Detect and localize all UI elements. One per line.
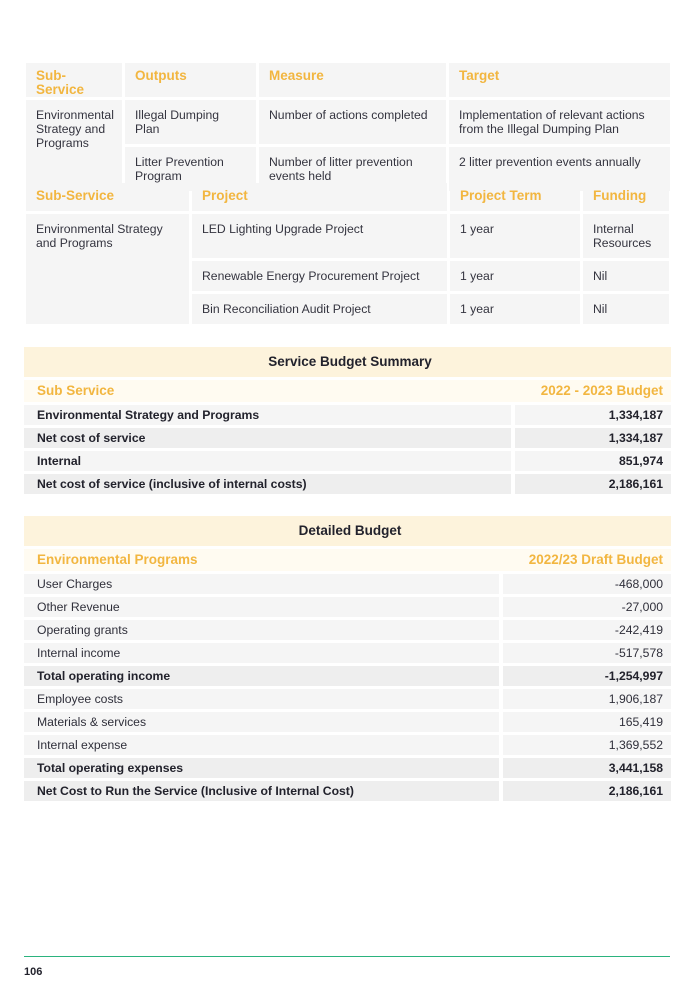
header-sub-service: Sub-Service [26,63,122,97]
term-cell: 1 year [450,214,580,258]
measure-cell: Number of litter prevention events held [259,147,446,191]
row-value: -242,419 [503,620,671,640]
table-row [24,405,671,425]
target-cell: Implementation of relevant actions from the Illegal Dumping Plan [449,100,670,144]
funding-cell: Nil [583,294,669,324]
header-project: Project [192,183,447,211]
funding-cell: Nil [583,261,669,291]
row-label: Internal [24,451,511,471]
measure-cell: Number of actions completed [259,100,446,144]
footer-divider [24,956,670,957]
table-title: Detailed Budget [24,516,671,546]
row-value: 2,186,161 [503,781,671,801]
row-value: 851,974 [515,451,671,471]
table-row [24,597,671,617]
row-label: Environmental Strategy and Programs [24,405,511,425]
row-label: User Charges [24,574,499,594]
header-measure: Measure [259,63,446,97]
table-row [24,574,671,594]
sub-service-cell: Environmental Strategy and Programs [26,214,189,324]
table-row [24,781,671,801]
header-funding: Funding [583,183,669,211]
row-value: -27,000 [503,597,671,617]
row-label: Internal expense [24,735,499,755]
project-cell: Bin Reconciliation Audit Project [192,294,447,324]
row-label: Internal income [24,643,499,663]
row-value: 2,186,161 [515,474,671,494]
table-row [24,428,671,448]
row-value: 1,369,552 [503,735,671,755]
column-header-label: Sub Service [24,380,511,402]
column-header-value: 2022 - 2023 Budget [515,380,671,402]
project-cell: Renewable Energy Procurement Project [192,261,447,291]
header-sub-service: Sub-Service [26,183,189,211]
column-header-value: 2022/23 Draft Budget [503,549,671,571]
output-cell: Illegal Dumping Plan [125,100,256,144]
project-cell: LED Lighting Upgrade Project [192,214,447,258]
table-row [26,100,670,144]
table-header-row [24,380,671,402]
outputs-header-row [26,63,670,97]
outputs-table [23,60,673,194]
header-project-term: Project Term [450,183,580,211]
table-title: Service Budget Summary [24,347,671,377]
term-cell: 1 year [450,294,580,324]
page-number: 106 [24,966,43,978]
row-value: -517,578 [503,643,671,663]
row-label: Net Cost to Run the Service (Inclusive of Internal Cost) [24,781,499,801]
row-value: 165,419 [503,712,671,732]
row-label: Net cost of service (inclusive of internal costs) [24,474,511,494]
row-label: Total operating expenses [24,758,499,778]
row-label: Other Revenue [24,597,499,617]
service-budget-summary-table [24,344,671,497]
term-cell: 1 year [450,261,580,291]
table-title-row [24,516,671,546]
row-label: Total operating income [24,666,499,686]
header-outputs: Outputs [125,63,256,97]
row-value: -1,254,997 [503,666,671,686]
target-cell: 2 litter prevention events annually [449,147,670,191]
sub-service-cell: Environmental Strategy and Programs [26,100,122,191]
detailed-budget-table [24,513,671,804]
projects-header-row [26,183,669,211]
table-row [24,451,671,471]
row-value: 3,441,158 [503,758,671,778]
row-label: Net cost of service [24,428,511,448]
output-cell: Litter Prevention Program [125,147,256,191]
table-row [24,620,671,640]
table-row [24,689,671,709]
table-row [24,712,671,732]
table-header-row [24,549,671,571]
funding-cell: Internal Resources [583,214,669,258]
row-value: 1,334,187 [515,405,671,425]
column-header-label: Environmental Programs [24,549,499,571]
header-target: Target [449,63,670,97]
table-row [24,643,671,663]
row-label: Employee costs [24,689,499,709]
row-value: 1,334,187 [515,428,671,448]
row-label: Materials & services [24,712,499,732]
table-row [24,474,671,494]
row-value: -468,000 [503,574,671,594]
table-row [24,758,671,778]
table-row [26,214,669,258]
row-value: 1,906,187 [503,689,671,709]
row-label: Operating grants [24,620,499,640]
table-row [24,735,671,755]
table-row [24,666,671,686]
table-title-row [24,347,671,377]
projects-table [23,180,672,327]
